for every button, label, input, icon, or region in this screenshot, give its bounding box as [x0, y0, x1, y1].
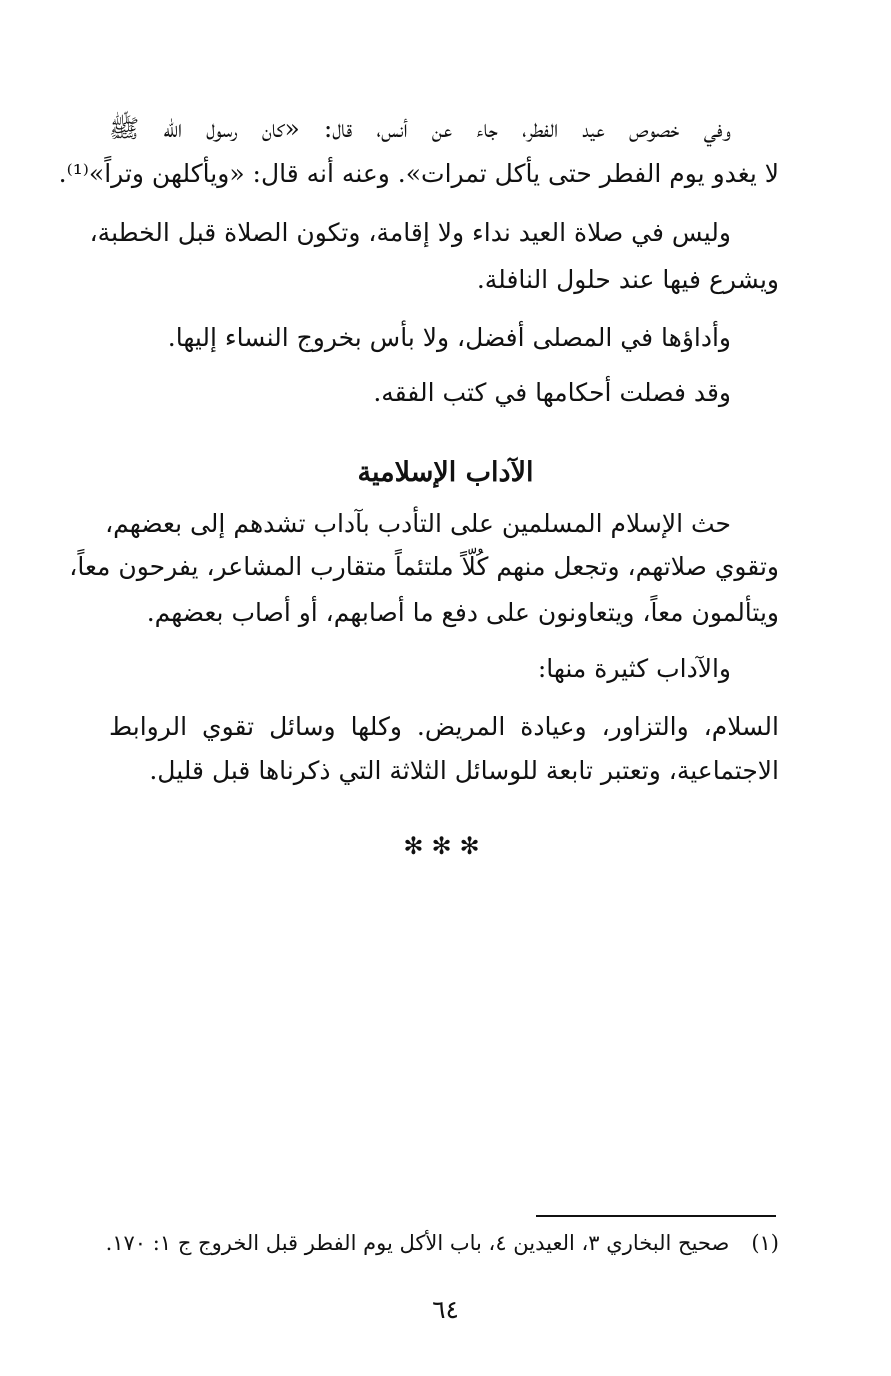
- paragraph-2-line-2: ويشرع فيها عند حلول النافلة.: [476, 265, 779, 294]
- section-separator: ✻✻✻: [403, 832, 488, 860]
- paragraph-2-line-1: وليس في صلاة العيد نداء ولا إقامة، وتكون الصلاة قبل الخطبة،: [89, 218, 731, 247]
- section-heading: الآداب الإسلامية: [357, 457, 534, 488]
- paragraph-6-line-1: والآداب كثيرة منها:: [537, 654, 731, 683]
- paragraph-7-line-1: السلام، والتزاور، وعيادة المريض. وكلها وسائل تقوي الروابط: [109, 712, 779, 741]
- page-number: ٦٤: [432, 1295, 459, 1324]
- paragraph-3-line-1: وأداؤها في المصلى أفضل، ولا بأس بخروج النساء إليها.: [167, 323, 731, 352]
- footnote-text: صحيح البخاري ٣، العيدين ٤، باب الأكل يوم الفطر قبل الخروج ج ١: ١٧٠.: [105, 1231, 730, 1255]
- footnote: [105, 1228, 779, 1258]
- paragraph-1-line-2: لا يغدو يوم الفطر حتى يأكل تمرات». وعنه أنه قال: «ويأكلهن وتراً»⁽¹⁾.: [58, 159, 779, 188]
- paragraph-5-line-1: حث الإسلام المسلمين على التأدب بآداب تشدهم إلى بعضهم،: [105, 509, 731, 538]
- footnote-number: (١): [751, 1231, 779, 1255]
- paragraph-7-line-2: الاجتماعية، وتعتبر تابعة للوسائل الثلاثة التي ذكرناها قبل قليل.: [149, 756, 779, 785]
- paragraph-4-line-1: وقد فصلت أحكامها في كتب الفقه.: [373, 378, 731, 407]
- footnote-rule: [536, 1215, 776, 1217]
- paragraph-5-line-2: وتقوي صلاتهم، وتجعل منهم كُلّاً ملتئماً متقارب المشاعر، يفرحون معاً،: [69, 552, 779, 581]
- paragraph-1-line-1: وفي خصوص عيد الفطر، جاء عن أنس، قال: «كان رسول الله ﷺ: [109, 114, 731, 143]
- paragraph-5-line-3: ويتألمون معاً، ويتعاونون على دفع ما أصابهم، أو أصاب بعضهم.: [146, 598, 779, 627]
